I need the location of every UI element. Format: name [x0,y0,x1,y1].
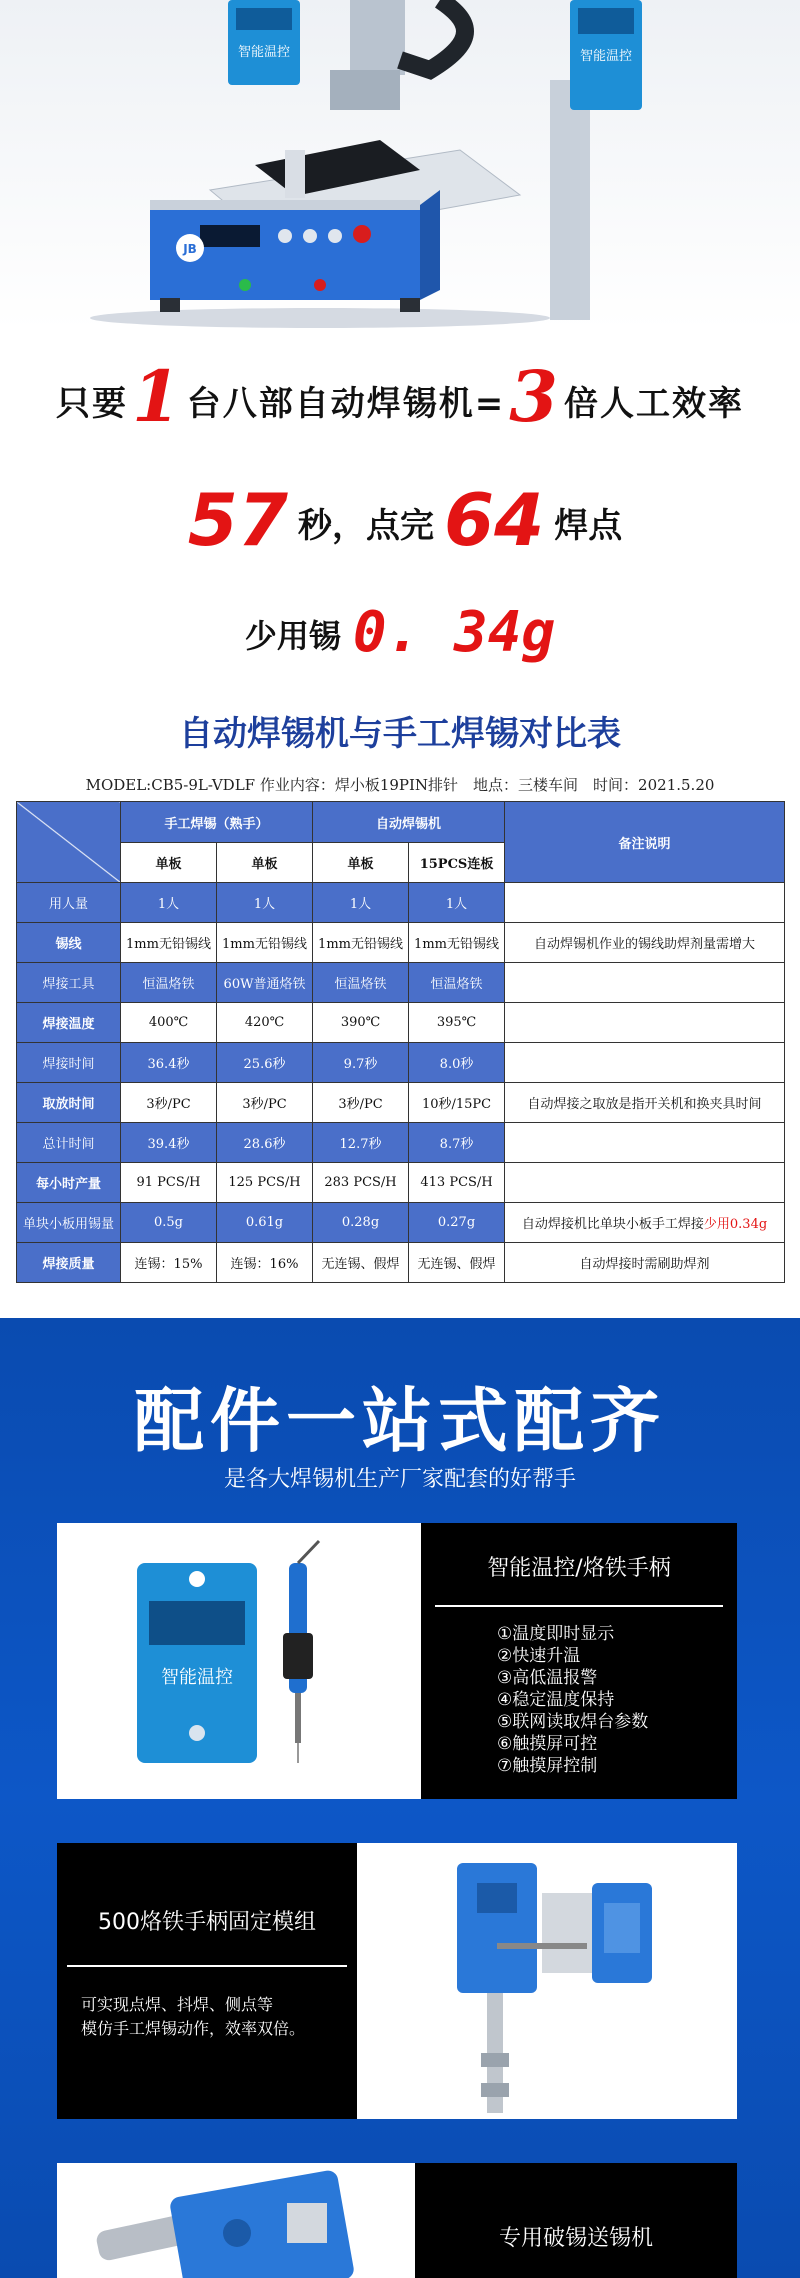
note-cell [505,1243,785,1283]
table-cell: 9.7秒 [313,1043,409,1083]
note-cell [505,1163,785,1203]
table-cell: 25.6秒 [217,1043,313,1083]
note-cell [505,1123,785,1163]
card1-text [421,1523,737,1799]
row-label: 焊接工具 [17,963,121,1003]
table-cell: 395℃ [409,1003,505,1043]
table-cell: 3秒/PC [121,1083,217,1123]
description-line: 模仿手工焊锡动作，效率双倍。 [81,2019,306,2038]
slogan-speed [0,478,800,562]
card2-heading: 500烙铁手柄固定模组 [98,1910,316,1935]
card1-heading: 智能温控/烙铁手柄 [487,1556,671,1581]
table-cell: 1mm无铅锡线 [409,923,505,963]
header-auto: 自动焊锡机 [313,802,505,843]
slogan-number: 64 [444,478,545,562]
table-corner-cell [17,802,121,883]
slogan-text: 秒，点完 [298,506,434,546]
slogan-text: 少用锡 [244,617,341,655]
row-label: 单块小板用锡量 [17,1203,121,1243]
table-row [17,1243,785,1283]
card3-heading: 专用破锡送锡机 [498,2226,653,2251]
note-cell [505,963,785,1003]
table-cell: 413 PCS/H [409,1163,505,1203]
table-cell: 91 PCS/H [121,1163,217,1203]
table-row [17,1203,785,1243]
card3-text [415,2163,737,2278]
table-cell: 1mm无铅锡线 [217,923,313,963]
table-cell: 420℃ [217,1003,313,1043]
table-row [17,1123,785,1163]
accessory-card-temperature-controller [57,1523,737,1799]
table-cell: 283 PCS/H [313,1163,409,1203]
table-cell: 400℃ [121,1003,217,1043]
note-text: 自动焊接机比单块小板手工焊接 [521,1217,704,1232]
subheader-cell: 单板 [121,843,217,883]
slogan-text: 台八部自动焊锡机= [186,384,506,424]
table-cell: 390℃ [313,1003,409,1043]
table-body [17,883,785,1283]
subheader-cell: 单板 [313,843,409,883]
table-cell: 28.6秒 [217,1123,313,1163]
card1-divider [435,1605,723,1607]
table-cell: 无连锡、假焊 [409,1243,505,1283]
header-note: 备注说明 [505,802,785,883]
table-row [17,963,785,1003]
list-item: ①温度即时显示 [497,1624,615,1644]
controller-and-iron-illustration [57,1523,421,1799]
row-label: 用人量 [17,883,121,923]
table-cell: 1人 [313,883,409,923]
subheader-cell: 单板 [217,843,313,883]
table-cell: 1人 [409,883,505,923]
card2-text [57,1843,357,2119]
table-cell: 36.4秒 [121,1043,217,1083]
feature-list [497,1623,648,1777]
card2-description [81,1993,305,2041]
left-panel-label: 智能温控 [237,45,291,60]
table-row [17,1043,785,1083]
list-item: ③高低温报警 [497,1668,598,1688]
list-item: ⑦触摸屏控制 [497,1756,598,1776]
table-cell: 125 PCS/H [217,1163,313,1203]
slogan-solder-saving [0,600,800,665]
table-cell: 12.7秒 [313,1123,409,1163]
slogan-number: 0. 34g [352,600,556,665]
accessories-subtitle: 是各大焊锡机生产厂家配套的好帮手 [223,1467,576,1492]
note-cell [505,1203,785,1243]
list-item: ④稳定温度保持 [497,1690,615,1710]
table-cell: 1人 [217,883,313,923]
table-cell: 0.61g [217,1203,313,1243]
table-row [17,1083,785,1123]
table-title: 自动焊锡机与手工焊锡对比表 [179,714,621,754]
holder-module-illustration [357,1843,737,2119]
table-row [17,923,785,963]
table-cell: 10秒/15PC [409,1083,505,1123]
table-cell: 无连锡、假焊 [313,1243,409,1283]
accessory-card-solder-feeder [57,2163,737,2278]
list-item: ②快速升温 [497,1646,581,1666]
table-row [17,883,785,923]
accessory-card-iron-holder [57,1843,737,2119]
slogan-efficiency [0,355,800,438]
table-cell: 连锡：15% [121,1243,217,1283]
row-label: 取放时间 [17,1083,121,1123]
subheader-cell: 15PCS连板 [409,843,505,883]
slogan-number: 1 [132,355,183,438]
table-cell: 0.5g [121,1203,217,1243]
table-cell: 60W普通烙铁 [217,963,313,1003]
temperature-controller-image [57,1523,421,1799]
table-cell: 39.4秒 [121,1123,217,1163]
note-cell [505,883,785,923]
solder-feeder-image [57,2163,415,2278]
accessories-title: 配件一站式配齐 [134,1380,666,1462]
table-row [17,1003,785,1043]
table-cell: 3秒/PC [313,1083,409,1123]
row-label: 总计时间 [17,1123,121,1163]
row-label: 焊接质量 [17,1243,121,1283]
note-text: 自动焊接时需刷助焊剂 [579,1257,710,1272]
table-cell: 0.28g [313,1203,409,1243]
table-cell: 恒温烙铁 [313,963,409,1003]
card2-divider [67,1965,347,1967]
note-text: 自动焊接之取放是指开关机和换夹具时间 [527,1097,762,1112]
slogan-number: 3 [509,355,560,438]
table-header-row [17,802,785,843]
table-cell: 0.27g [409,1203,505,1243]
table-cell: 8.7秒 [409,1123,505,1163]
list-item: ⑥触摸屏可控 [497,1734,598,1754]
note-cell [505,923,785,963]
row-label: 焊接温度 [17,1003,121,1043]
slogan-text: 只要 [56,384,129,424]
table-cell: 恒温烙铁 [409,963,505,1003]
right-panel-label: 智能温控 [579,49,633,64]
note-highlight: 少用0.34g [703,1217,768,1232]
table-row [17,1163,785,1203]
list-item: ⑤联网读取焊台参数 [497,1712,649,1732]
note-cell [505,1083,785,1123]
iron-holder-image [357,1843,737,2119]
slogan-text: 焊点 [554,506,623,546]
table-cell: 恒温烙铁 [121,963,217,1003]
note-cell [505,1043,785,1083]
table-cell: 1mm无铅锡线 [121,923,217,963]
note-cell [505,1003,785,1043]
note-text: 自动焊锡机作业的锡线助焊剂量需增大 [534,937,756,952]
soldering-machine-illustration [0,0,800,330]
table-cell: 3秒/PC [217,1083,313,1123]
svg-text:JB: JB [183,242,197,256]
header-manual: 手工焊锡（熟手） [121,802,313,843]
comparison-table [16,801,785,1283]
hero-machine-image [0,0,800,330]
table-cell: 连锡：16% [217,1243,313,1283]
table-cell: 8.0秒 [409,1043,505,1083]
row-label: 锡线 [17,923,121,963]
slogan-number: 57 [187,478,288,562]
controller-label: 智能温控 [161,1667,233,1688]
row-label: 每小时产量 [17,1163,121,1203]
description-line: 可实现点焊、抖焊、侧点等 [81,1995,274,2014]
table-subtitle: MODEL:CB5-9L-VDLF 作业内容：焊小板19PIN排针 地点：三楼车间 时间：2021.5.20 [85,776,715,794]
table-cell: 1mm无铅锡线 [313,923,409,963]
slogan-text: 倍人工效率 [563,384,744,424]
row-label: 焊接时间 [17,1043,121,1083]
table-cell: 1人 [121,883,217,923]
feeder-illustration [57,2163,415,2278]
